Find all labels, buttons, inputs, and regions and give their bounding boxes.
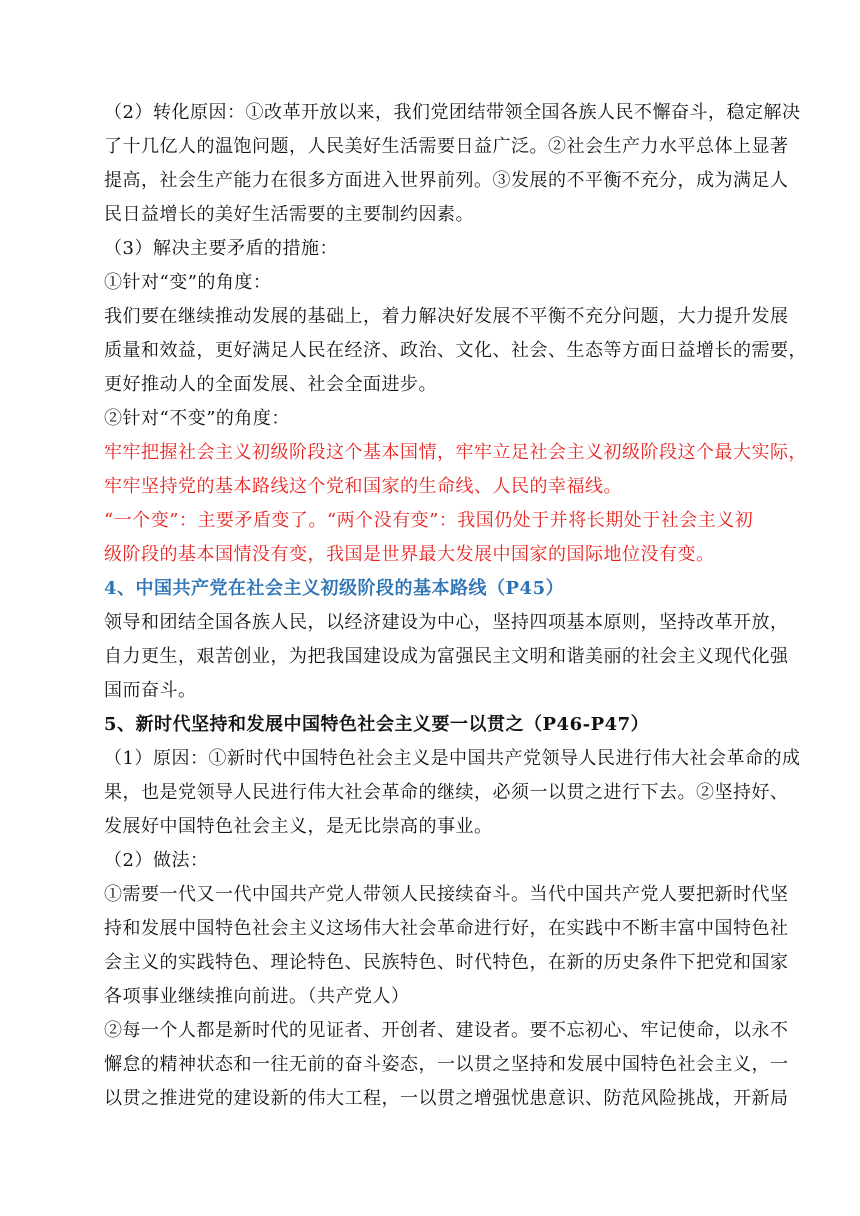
paragraph-line: 提高，社会生产能力在很多方面进入世界前列。③发展的不平衡不充分，成为满足人 <box>104 170 789 191</box>
highlighted-line: 牢牢把握社会主义初级阶段这个基本国情，牢牢立足社会主义初级阶段这个最大实际， <box>104 442 807 463</box>
paragraph-line: 民日益增长的美好生活需要的主要制约因素。 <box>104 204 474 225</box>
section-heading-4: 4、中国共产党在社会主义初级阶段的基本路线（P45） <box>104 578 565 599</box>
paragraph-line: 更好推动人的全面发展、社会全面进步。 <box>104 374 437 395</box>
paragraph-line: 发展好中国特色社会主义，是无比崇高的事业。 <box>104 816 493 837</box>
paragraph-line: ①需要一代又一代中国共产党人带领人民接续奋斗。当代中国共产党人要把新时代坚 <box>104 884 789 905</box>
section-subheading: （3）解决主要矛盾的措施： <box>104 238 338 259</box>
paragraph-line: 自力更生，艰苦创业，为把我国建设成为富强民主文明和谐美丽的社会主义现代化强 <box>104 646 789 667</box>
section-subheading: （2）做法： <box>104 850 209 871</box>
highlighted-line: 级阶段的基本国情没有变，我国是世界最大发展中国家的国际地位没有变。 <box>104 544 715 565</box>
highlighted-line: “一个变”：主要矛盾变了。“两个没有变”：我国仍处于并将长期处于社会主义初 <box>104 510 754 531</box>
paragraph-line: ②每一个人都是新时代的见证者、开创者、建设者。要不忘初心、牢记使命，以永不 <box>104 1020 789 1041</box>
paragraph-line: （2）转化原因：①改革开放以来，我们党团结带领全国各族人民不懈奋斗，稳定解决 <box>104 102 801 123</box>
paragraph-line: 了十几亿人的温饱问题，人民美好生活需要日益广泛。②社会生产力水平总体上显著 <box>104 136 789 157</box>
paragraph-line: 果，也是党领导人民进行伟大社会革命的继续，必须一以贯之进行下去。②坚持好、 <box>104 782 789 803</box>
highlighted-line: 牢牢坚持党的基本路线这个党和国家的生命线、人民的幸福线。 <box>104 476 622 497</box>
section-heading-5: 5、新时代坚持和发展中国特色社会主义要一以贯之（P46-P47） <box>104 714 650 735</box>
paragraph-line: 国而奋斗。 <box>104 680 197 701</box>
paragraph-line: 质量和效益，更好满足人民在经济、政治、文化、社会、生态等方面日益增长的需要， <box>104 340 807 361</box>
paragraph-line: 领导和团结全国各族人民，以经济建设为中心，坚持四项基本原则，坚持改革开放， <box>104 612 789 633</box>
document-page <box>104 96 807 1116</box>
paragraph-line: 会主义的实践特色、理论特色、民族特色、时代特色，在新的历史条件下把党和国家 <box>104 952 789 973</box>
paragraph-line: 各项事业继续推向前进。（共产党人） <box>104 986 410 1007</box>
paragraph-line: 持和发展中国特色社会主义这场伟大社会革命进行好，在实践中不断丰富中国特色社 <box>104 918 789 939</box>
point-heading: ②针对“不变”的角度： <box>104 408 290 429</box>
paragraph-line: 以贯之推进党的建设新的伟大工程，一以贯之增强忧患意识、防范风险挑战，开新局 <box>104 1088 789 1109</box>
paragraph-line: 懈怠的精神状态和一往无前的奋斗姿态，一以贯之坚持和发展中国特色社会主义，一 <box>104 1054 789 1075</box>
point-heading: ①针对“变”的角度： <box>104 272 272 293</box>
paragraph-line: 我们要在继续推动发展的基础上，着力解决好发展不平衡不充分问题，大力提升发展 <box>104 306 789 327</box>
paragraph-line: （1）原因：①新时代中国特色社会主义是中国共产党领导人民进行伟大社会革命的成 <box>104 748 801 769</box>
